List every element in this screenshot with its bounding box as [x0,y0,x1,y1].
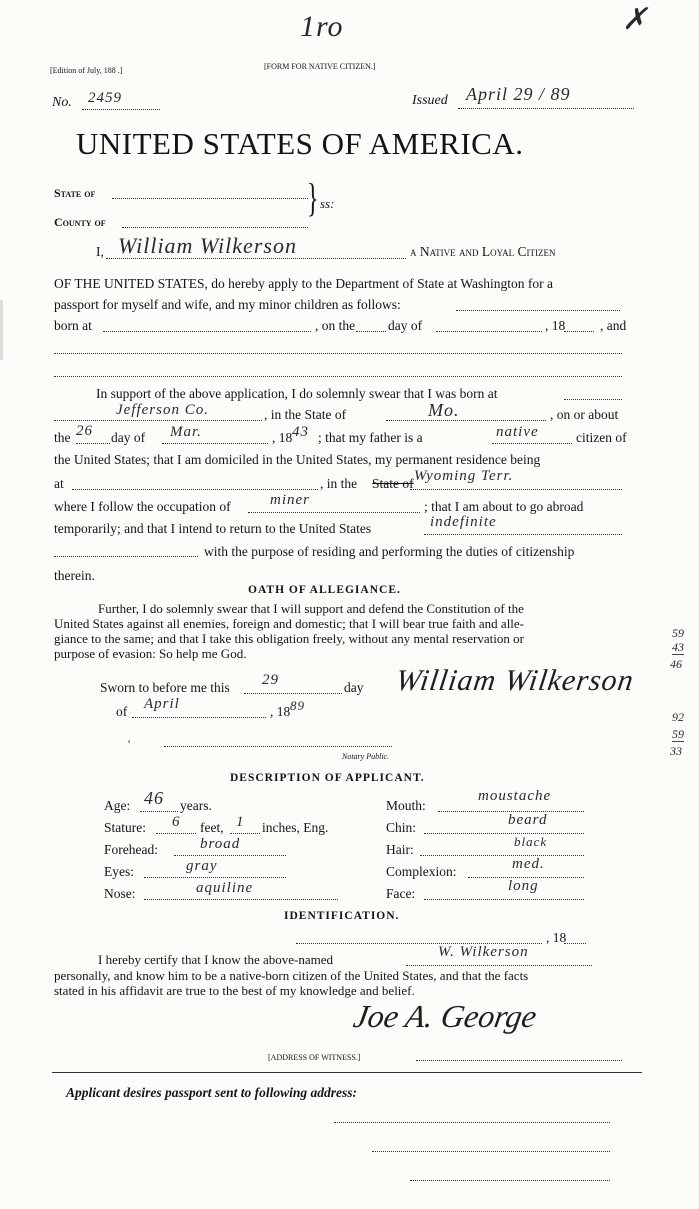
face-value: long [508,878,539,894]
oath-line-4: purpose of evasion: So help me God. [54,646,247,661]
sworn-day-label: day [344,680,364,695]
stature-inches-value: 1 [236,814,245,830]
age-label: Age: [104,798,131,813]
sworn-day-value: 29 [262,672,279,688]
purpose-line: with the purpose of residing and performing the duties of citizenship [204,544,575,559]
nose-value: aquiline [196,880,254,896]
citizen-phrase: a Native and Loyal Citizen [410,244,556,259]
mailing-address-label: Applicant desires passport sent to following address: [66,1085,358,1100]
ss-label: ss: [320,196,335,211]
identification-year-prefix: , 18 [546,930,567,945]
at-label: at [54,476,64,491]
birth-state-value: Mo. [428,400,460,420]
venue-brace: } [307,175,319,220]
and-label: , and [600,318,627,333]
apply-line-1: OF THE UNITED STATES, do hereby apply to the Department of State at Washington for a [54,276,553,291]
oath-line-3: giance to the same; and that I take this obligation freely, without any mental reservation or [54,631,524,646]
mouth-value: moustache [478,788,552,804]
known-person-value: W. Wilkerson [438,944,529,960]
the-label: the [54,430,71,445]
edition-note: [Edition of July, 188 .] [50,66,123,75]
sworn-of-label: of [116,704,128,719]
face-label: Face: [386,886,416,901]
applicant-name: William Wilkerson [118,233,297,258]
birth-month-value: Mar. [170,424,202,440]
sworn-year-prefix: , 18 [270,704,291,719]
handwritten-top-number: 1ro [300,10,344,43]
occupation-value: miner [270,492,310,508]
identification-heading: IDENTIFICATION. [284,910,400,922]
witness-address-label: [ADDRESS OF WITNESS.] [268,1053,361,1062]
state-label: State of [54,186,96,200]
oath-line-1: Further, I do solemnly swear that I will support and defend the Constitution of the [98,601,524,616]
sworn-year-value: 89 [290,698,305,713]
page-edge-mark [0,300,3,360]
state-of-label: , in the State of [264,407,347,422]
feet-label: feet, [200,820,224,835]
page-title: UNITED STATES OF AMERICA. [76,126,524,161]
issued-label: Issued [412,93,448,108]
forehead-value: broad [200,836,241,852]
handwritten-corner-mark: ✗ [622,3,649,36]
margin-num-2: 43 [672,640,684,654]
certify-line-3: stated in his affidavit are true to the best of my knowledge and belief. [54,983,415,998]
witness-signature: Joe A. George [350,998,540,1034]
oath-heading: OATH OF ALLEGIANCE. [248,584,401,596]
notary-label: Notary Public. [342,752,390,761]
apply-line-2: passport for myself and wife, and my minor children as follows: [54,297,401,312]
margin-num-1: 59 [672,626,684,640]
return-line: temporarily; and that I intend to return to the United States [54,521,372,536]
domicile-line: the United States; that I am domiciled in the United States, my permanent residence being [54,452,541,467]
abroad-phrase: ; that I am about to go abroad [424,499,584,514]
county-label: County of [54,215,106,229]
notary-mark: ' [128,737,131,751]
application-number: 2459 [88,90,122,106]
return-duration: indefinite [430,514,497,530]
birth-year-value: 43 [292,424,309,440]
stature-label: Stature: [104,820,146,835]
oath-line-2: United States against all enemies, foreign and domestic; that I will bear true faith and alle- [54,616,525,631]
hair-value: black [514,834,548,849]
applicant-prefix: I, [96,244,104,259]
chin-value: beard [508,812,548,828]
margin-num-5: 59 [672,727,684,741]
citizen-of-label: citizen of [576,430,627,445]
mouth-label: Mouth: [386,798,426,813]
day-of-label: day of [388,318,423,333]
sworn-month-value: April [144,696,180,712]
complexion-label: Complexion: [386,864,457,879]
inches-label: inches, Eng. [262,820,329,835]
born-at-label: born at [54,318,92,333]
hair-label: Hair: [386,842,414,857]
eyes-label: Eyes: [104,864,134,879]
residence-value: Wyoming Terr. [414,468,514,484]
number-label: No. [52,95,72,110]
margin-num-4: 92 [672,710,684,724]
applicant-signature: William Wilkerson [393,664,637,697]
struck-state-of: State of [372,476,414,491]
form-type: [FORM FOR NATIVE CITIZEN.] [264,62,376,71]
on-or-about-label: , on or about [550,407,619,422]
complexion-value: med. [512,856,545,872]
father-citizenship: native [496,424,539,440]
support-intro: In support of the above application, I do solemnly swear that I was born at [96,386,498,401]
birth-day-value: 26 [76,423,93,439]
therein-label: therein. [54,568,95,583]
margin-num-3: 46 [670,657,682,671]
on-the-label: , on the [315,318,356,333]
century-prefix: , 18 [272,430,293,445]
in-the-label: , in the [320,476,358,491]
certify-prefix: I hereby certify that I know the above-named [98,952,333,967]
year-prefix: , 18 [545,318,566,333]
sworn-label: Sworn to before me this [100,680,230,695]
divider [52,1072,642,1073]
occupation-label: where I follow the occupation of [54,499,231,514]
description-heading: DESCRIPTION OF APPLICANT. [230,772,425,784]
age-value: 46 [144,788,164,808]
years-label: years. [180,798,212,813]
day-of-label-2: day of [111,430,146,445]
issued-date: April 29 / 89 [466,84,571,104]
father-phrase: ; that my father is a [318,430,423,445]
nose-label: Nose: [104,886,136,901]
margin-num-6: 33 [670,744,682,758]
eyes-value: gray [186,858,218,874]
chin-label: Chin: [386,820,417,835]
forehead-label: Forehead: [104,842,158,857]
birthplace-value: Jefferson Co. [116,402,209,418]
certify-line-2: personally, and know him to be a native-born citizen of the United States, and that the facts [54,968,529,983]
stature-feet-value: 6 [172,814,181,830]
